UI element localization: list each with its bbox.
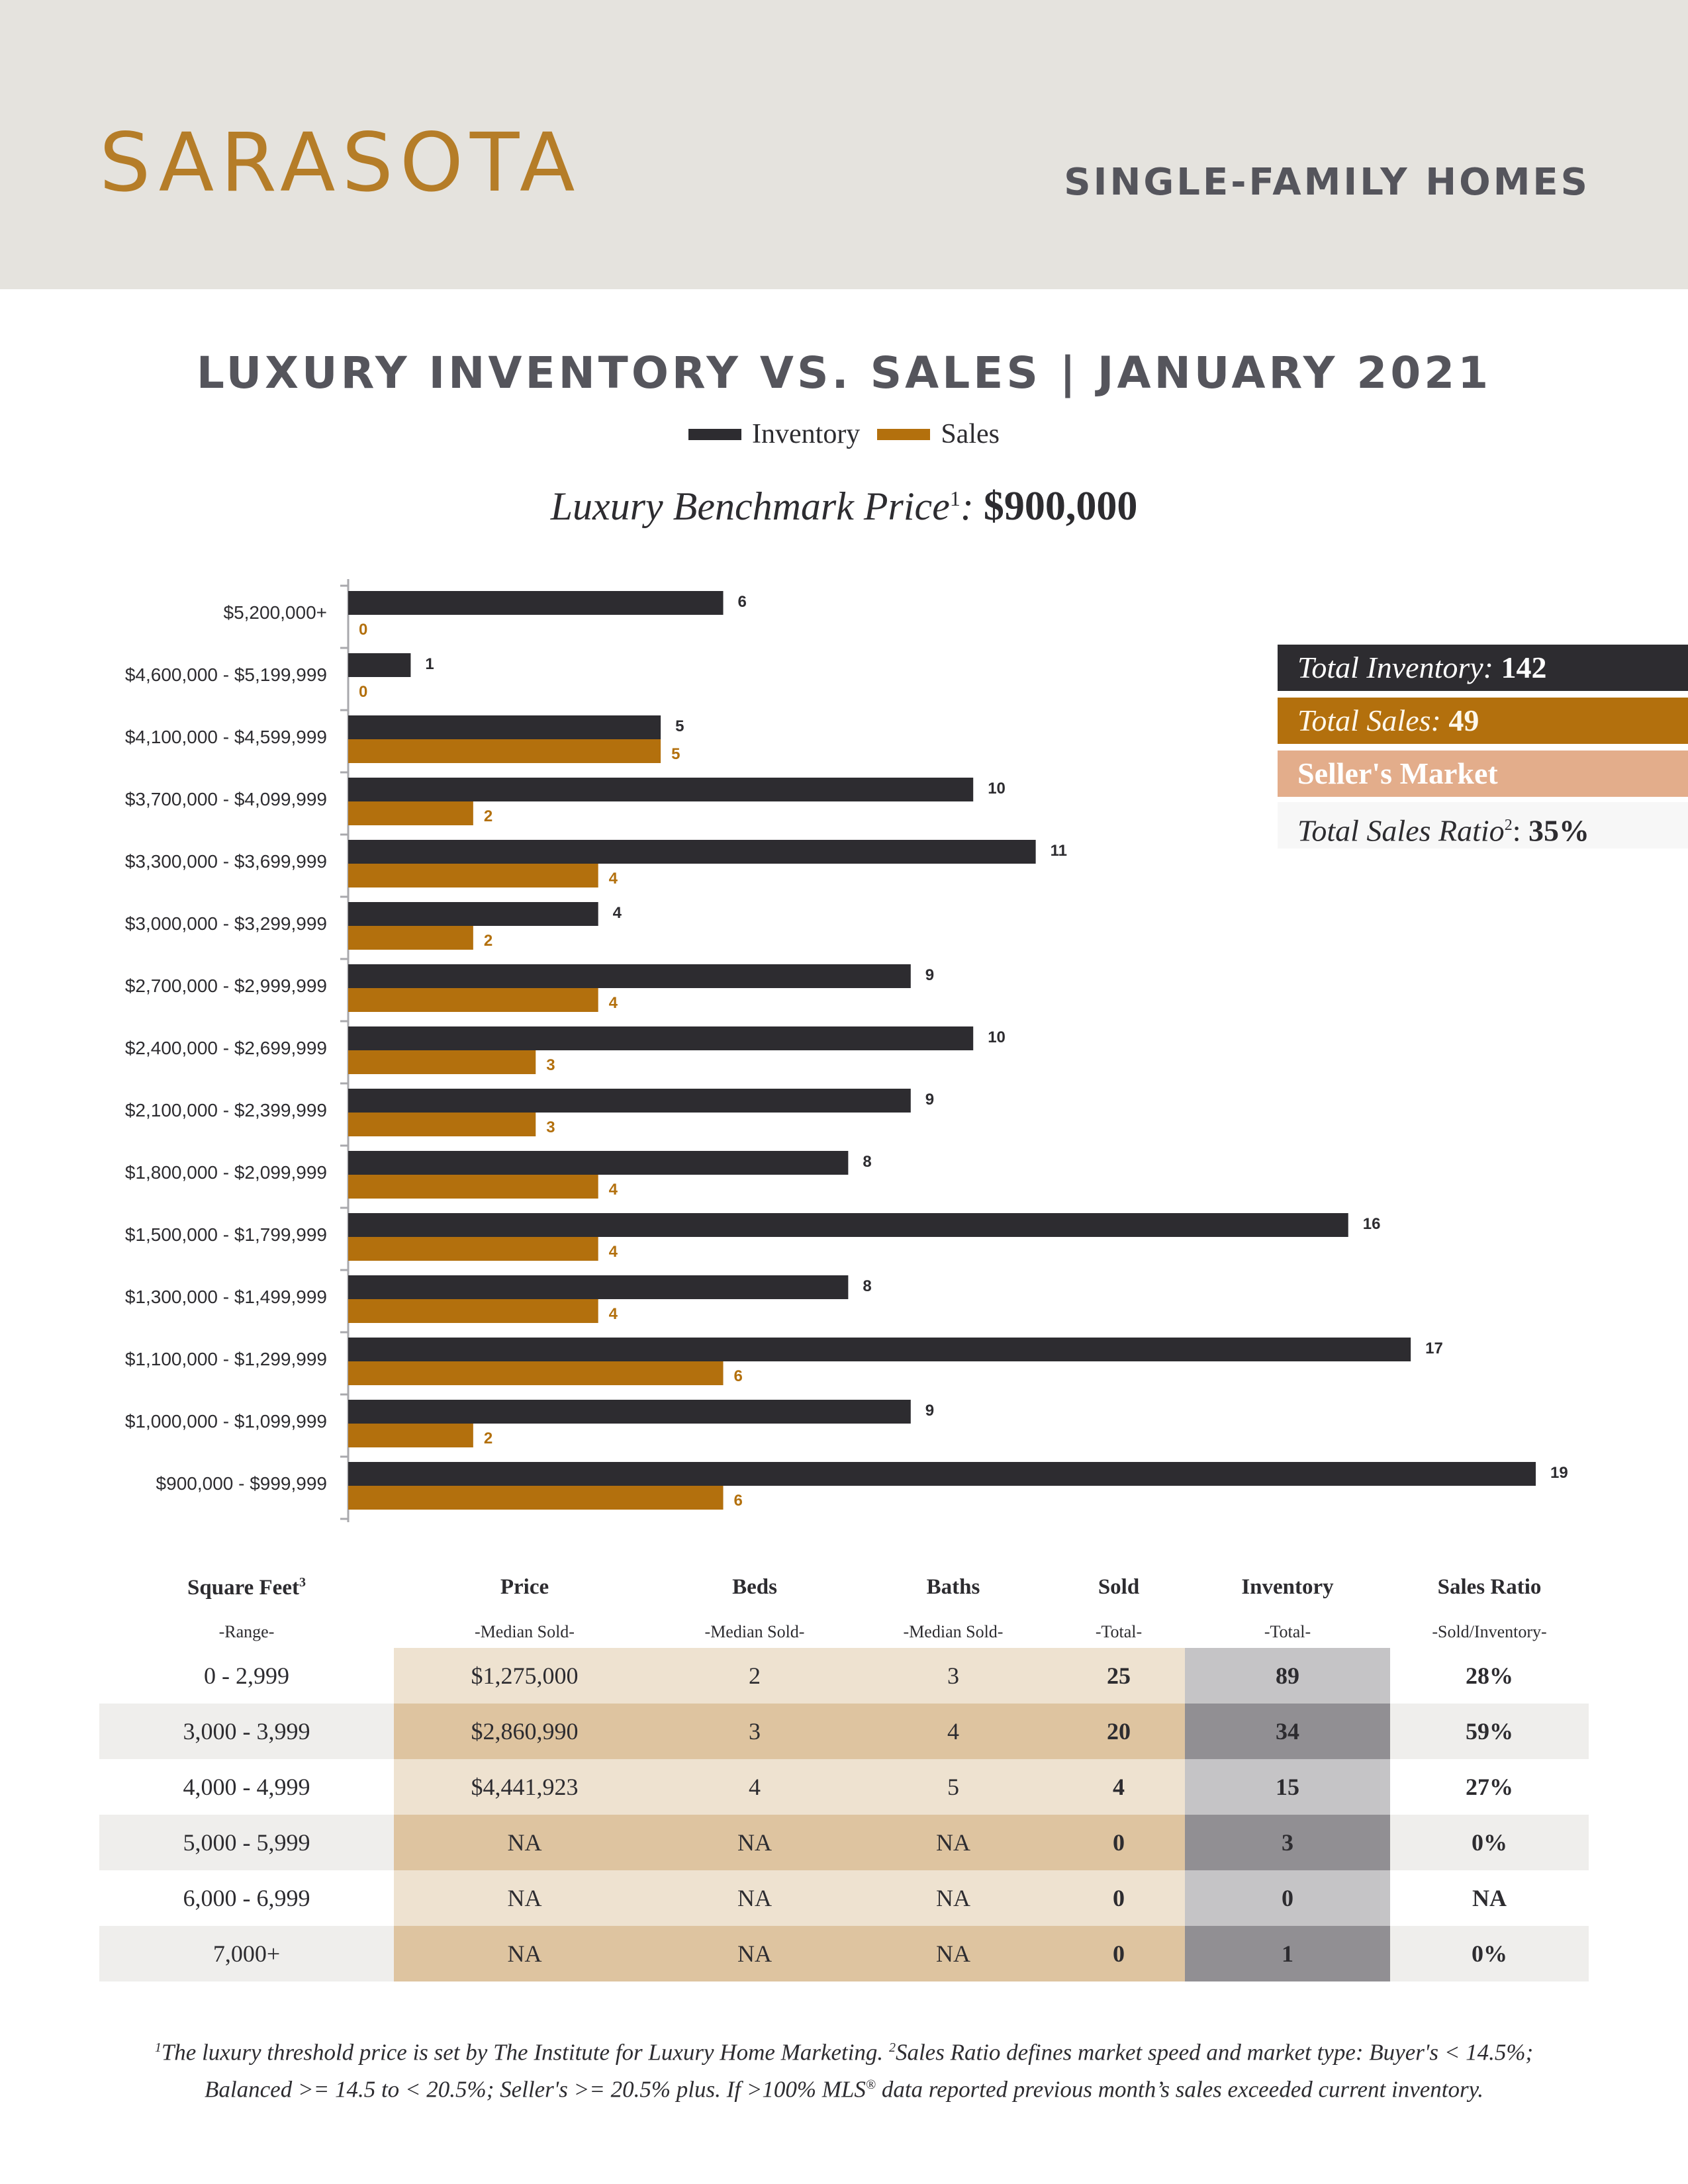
table-cell: 3: [854, 1648, 1053, 1704]
table-cell: 15: [1185, 1759, 1390, 1815]
legend-sales-label: Sales: [941, 419, 1000, 449]
legend-inventory-swatch: [688, 429, 741, 440]
column-header: Baths: [926, 1575, 980, 1599]
total-inventory-value: 142: [1501, 651, 1547, 684]
category-label: $2,100,000 - $2,399,999: [124, 1100, 327, 1120]
chart-title: LUXURY INVENTORY VS. SALES | JANUARY 2021: [196, 347, 1492, 398]
ratio-footnote-mark: 2: [1504, 817, 1513, 834]
column-subheader: -Sold/Inventory-: [1432, 1622, 1547, 1641]
category-label: $1,500,000 - $1,799,999: [124, 1224, 327, 1245]
market-type-label: Seller's Market: [1297, 756, 1498, 790]
table-cell: 89: [1185, 1648, 1390, 1704]
property-type-title: SINGLE-FAMILY HOMES: [1064, 161, 1590, 204]
table-cell: NA: [854, 1815, 1053, 1870]
inventory-bar: [348, 1213, 1348, 1237]
header-band: [0, 0, 1688, 289]
category-label: $2,700,000 - $2,999,999: [124, 976, 327, 996]
inventory-bar: [348, 964, 911, 988]
table-cell: 27%: [1466, 1774, 1513, 1800]
table-row: [99, 1759, 1589, 1815]
column-subheader: -Median Sold-: [475, 1622, 575, 1641]
table-cell: 3,000 - 3,999: [183, 1718, 310, 1745]
column-header: Sold: [1098, 1575, 1140, 1599]
sales-bar: [348, 1361, 724, 1385]
column-subheader: -Median Sold-: [903, 1622, 1004, 1641]
sales-bar: [348, 801, 473, 825]
sales-data-label: 4: [608, 1181, 618, 1199]
sales-bar: [348, 1050, 536, 1074]
inventory-bar: [348, 1026, 973, 1050]
total-sales-ratio-box: [1278, 802, 1688, 848]
sales-bar: [348, 1175, 598, 1199]
column-subheader: -Median Sold-: [704, 1622, 805, 1641]
table-cell: 4: [655, 1759, 854, 1815]
table-row: [99, 1648, 1589, 1704]
table-cell: 0: [1185, 1870, 1390, 1926]
table-cell: 25: [1053, 1648, 1185, 1704]
column-subheader: -Range-: [218, 1622, 275, 1641]
table-cell: NA: [854, 1926, 1053, 1981]
sales-data-label: 6: [733, 1492, 743, 1510]
inventory-data-label: 19: [1550, 1464, 1568, 1482]
table-cell: NA: [394, 1870, 655, 1926]
column-header: Beds: [732, 1575, 777, 1599]
sales-bar: [348, 926, 473, 950]
table-cell: 5,000 - 5,999: [183, 1829, 310, 1856]
inventory-bar: [348, 591, 724, 615]
inventory-bar: [348, 902, 598, 926]
table-cell: 7,000+: [212, 1940, 281, 1967]
inventory-data-label: 17: [1425, 1340, 1443, 1357]
category-label: $1,300,000 - $1,499,999: [124, 1287, 327, 1307]
sales-data-label: 3: [546, 1056, 555, 1074]
column-header: Price: [500, 1575, 549, 1599]
sales-data-label: 4: [608, 1305, 618, 1323]
total-sales-ratio-value: 35%: [1528, 813, 1589, 848]
total-inventory-label: Total Inventory:: [1297, 651, 1493, 684]
inventory-data-label: 6: [737, 593, 747, 611]
footnote-mark-2: 2: [888, 2040, 896, 2055]
sales-data-label: 3: [546, 1118, 555, 1136]
total-sales-value: 49: [1448, 704, 1479, 737]
category-label: $1,100,000 - $1,299,999: [124, 1349, 327, 1369]
total-sales-ratio-label: Total Sales Ratio: [1297, 813, 1505, 848]
table-cell: 6,000 - 6,999: [183, 1885, 310, 1911]
inventory-data-label: 9: [925, 966, 935, 984]
column-header: Sales Ratio: [1437, 1575, 1542, 1599]
benchmark-price: [0, 483, 1688, 530]
sales-bar: [348, 1299, 598, 1323]
sales-bar: [348, 1237, 598, 1261]
category-label: $1,800,000 - $2,099,999: [124, 1162, 327, 1183]
sales-data-label: 0: [359, 683, 368, 701]
inventory-data-label: 9: [925, 1402, 935, 1420]
column-subheader: -Total-: [1264, 1622, 1311, 1641]
registered-mark: ®: [865, 2077, 876, 2092]
inventory-bar: [348, 1089, 911, 1113]
table-cell: $2,860,990: [394, 1704, 655, 1759]
sales-bar: [348, 1113, 536, 1136]
table-cell: 0%: [1472, 1829, 1507, 1856]
sales-data-label: 2: [483, 807, 493, 825]
market-type-box: [1278, 751, 1688, 797]
footnote-text-2: Sales Ratio defines market speed and market type: Buyer's < 14.5%;: [895, 2039, 1534, 2066]
footnote: [0, 2032, 1688, 2105]
column-header: Square Feet$^3$: [187, 1575, 306, 1600]
inventory-data-label: 9: [925, 1091, 935, 1109]
footnote-line-2: Balanced >= 14.5 to < 20.5%; Seller's >= 20.5% plus. If >100% MLS: [205, 2076, 866, 2103]
table-cell: NA: [655, 1870, 854, 1926]
table-cell: 28%: [1466, 1662, 1513, 1689]
sales-data-label: 0: [359, 621, 368, 639]
table-row: [99, 1704, 1589, 1759]
category-label: $1,000,000 - $1,099,999: [124, 1411, 327, 1432]
table-cell: 0: [1053, 1926, 1185, 1981]
legend-inventory: [688, 418, 860, 450]
inventory-bar: [348, 1338, 1411, 1361]
total-inventory-box: [1278, 645, 1688, 691]
sales-data-label: 4: [608, 994, 618, 1012]
table-cell: 1: [1185, 1926, 1390, 1981]
table-cell: 0 - 2,999: [204, 1662, 289, 1689]
sales-data-label: 2: [483, 1430, 493, 1447]
benchmark-colon: :: [960, 484, 984, 528]
table-cell: $1,275,000: [394, 1648, 655, 1704]
sales-data-label: 5: [671, 745, 680, 763]
benchmark-label: Luxury Benchmark Price: [550, 484, 950, 528]
table-cell: NA: [655, 1926, 854, 1981]
sales-bar: [348, 988, 598, 1012]
category-label: $4,100,000 - $4,599,999: [124, 727, 327, 747]
table-cell: NA: [854, 1870, 1053, 1926]
category-label: $4,600,000 - $5,199,999: [124, 664, 327, 685]
city-title: SARASOTA: [99, 116, 582, 210]
legend-sales-swatch: [877, 429, 930, 440]
sales-bar: [348, 1486, 724, 1510]
table-row: [99, 1870, 1589, 1926]
inventory-data-label: 11: [1050, 842, 1068, 860]
inventory-bar: [348, 1400, 911, 1424]
table-cell: 3: [655, 1704, 854, 1759]
table-cell: 34: [1185, 1704, 1390, 1759]
category-label: $3,000,000 - $3,299,999: [124, 913, 327, 934]
ratio-colon: :: [1512, 813, 1521, 848]
inventory-data-label: 4: [612, 904, 622, 922]
table-row: [99, 1815, 1589, 1870]
total-sales-label: Total Sales:: [1297, 704, 1441, 737]
legend-sales: [877, 418, 1000, 450]
category-label: $900,000 - $999,999: [156, 1473, 327, 1494]
inventory-bar: [348, 778, 973, 801]
sales-bar: [348, 864, 598, 887]
column-subheader: -Total-: [1095, 1622, 1143, 1641]
inventory-bar: [348, 1151, 848, 1175]
table-cell: $4,441,923: [394, 1759, 655, 1815]
table-cell: NA: [394, 1926, 655, 1981]
column-header: Inventory: [1241, 1575, 1334, 1599]
legend-inventory-label: Inventory: [752, 419, 861, 449]
sales-bar: [348, 1424, 473, 1447]
inventory-data-label: 10: [988, 780, 1006, 797]
inventory-data-label: 10: [988, 1028, 1006, 1046]
footnote-text-1: The luxury threshold price is set by The Institute for Luxury Home Marketing.: [161, 2039, 889, 2066]
inventory-data-label: 8: [863, 1277, 872, 1295]
footnote-mark-1: 1: [154, 2040, 162, 2055]
benchmark-footnote-mark: 1: [949, 486, 961, 510]
inventory-bar: [348, 653, 410, 677]
inventory-data-label: 1: [425, 655, 434, 673]
table-cell: 4: [854, 1704, 1053, 1759]
table-cell: 4: [1053, 1759, 1185, 1815]
table-cell: 3: [1185, 1815, 1390, 1870]
category-label: $2,400,000 - $2,699,999: [124, 1038, 327, 1058]
category-label: $3,700,000 - $4,099,999: [124, 789, 327, 809]
inventory-data-label: 8: [863, 1153, 872, 1171]
table-cell: 5: [854, 1759, 1053, 1815]
table-cell: NA: [394, 1815, 655, 1870]
table-cell: 0: [1053, 1815, 1185, 1870]
benchmark-value: $900,000: [983, 484, 1138, 529]
sales-data-label: 2: [483, 932, 493, 950]
table-cell: 59%: [1466, 1718, 1513, 1745]
table-row: [99, 1926, 1589, 1981]
table-cell: 20: [1053, 1704, 1185, 1759]
table-cell: 0: [1053, 1870, 1185, 1926]
table-cell: NA: [1472, 1885, 1507, 1911]
footnote-line-2b: data reported previous month’s sales exceeded current inventory.: [876, 2076, 1483, 2103]
inventory-bar: [348, 715, 661, 739]
table-cell: 0%: [1472, 1940, 1507, 1967]
total-sales-box: [1278, 698, 1688, 744]
sales-data-label: 6: [733, 1367, 743, 1385]
table-cell: 4,000 - 4,999: [183, 1774, 310, 1800]
sales-data-label: 4: [608, 1243, 618, 1261]
category-label: $5,200,000+: [223, 602, 327, 623]
inventory-data-label: 5: [675, 717, 684, 735]
table-cell: NA: [655, 1815, 854, 1870]
square-feet-footnote-mark: 3: [299, 1575, 306, 1590]
sales-data-label: 4: [608, 870, 618, 887]
inventory-bar: [348, 840, 1036, 864]
sales-bar: [348, 739, 661, 763]
table-cell: 2: [655, 1648, 854, 1704]
chart-legend: [0, 418, 1688, 450]
inventory-data-label: 16: [1362, 1215, 1381, 1233]
inventory-bar: [348, 1275, 848, 1299]
category-label: $3,300,000 - $3,699,999: [124, 851, 327, 872]
inventory-bar: [348, 1462, 1536, 1486]
